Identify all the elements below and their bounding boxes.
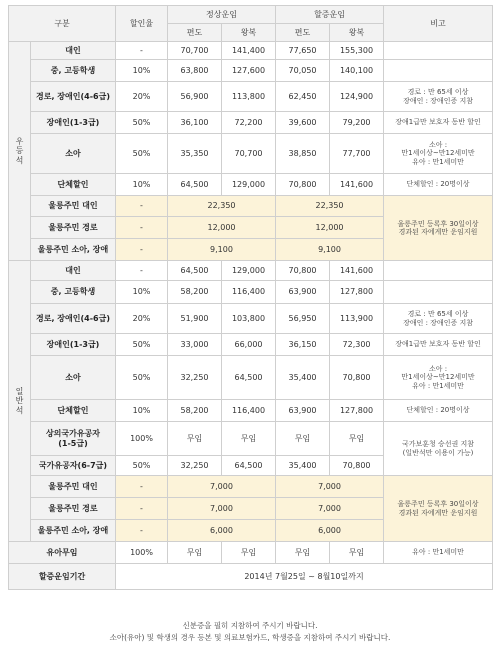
header-category: 구분 (9, 6, 116, 42)
fare-cell: 63,900 (276, 281, 330, 304)
fare-cell: 7,000 (168, 476, 276, 498)
fare-cell: 155,300 (330, 42, 384, 60)
fare-cell: 116,400 (222, 400, 276, 422)
row-rate: 10% (116, 60, 168, 82)
row-category: 중, 고등학생 (31, 281, 116, 304)
row-category: 경로, 장애인(4-6급) (31, 82, 116, 112)
fare-cell: 72,200 (222, 112, 276, 134)
fare-cell: 62,450 (276, 82, 330, 112)
fare-cell: 35,400 (276, 456, 330, 476)
fare-cell: 무임 (222, 422, 276, 456)
row-category: 경로, 장애인(4-6급) (31, 304, 116, 334)
row-category: 단체할인 (31, 174, 116, 196)
row-rate: 10% (116, 174, 168, 196)
fare-cell: 127,600 (222, 60, 276, 82)
header-normal-fare: 정상운임 (168, 6, 276, 24)
row-note: 유아 : 만1세미만 (384, 542, 493, 564)
row-category: 대인 (31, 42, 116, 60)
row-category: 울릉주민 대인 (31, 196, 116, 217)
row-rate: 20% (116, 304, 168, 334)
row-category: 단체할인 (31, 400, 116, 422)
footer-line: 소아(유아) 및 학생의 경우 등본 및 의료보험카드, 학생증을 지참하여 주시기 바랍니다. (109, 633, 391, 642)
footer-line: 신분증을 필히 지참하여 주시기 바랍니다. (182, 621, 318, 630)
table-row (9, 174, 493, 196)
row-category: 장애인(1-3급) (31, 112, 116, 134)
fare-cell: 79,200 (330, 112, 384, 134)
fare-cell: 116,400 (222, 281, 276, 304)
row-category: 유아무임 (9, 542, 116, 564)
header-surcharge-round-trip: 왕복 (330, 24, 384, 42)
table-row (9, 542, 493, 564)
footer-notes (0, 620, 500, 644)
row-category: 울릉주민 경로 (31, 217, 116, 239)
row-note: 장애1급만 보호자 동반 할인 (384, 334, 493, 356)
fare-cell: 33,000 (168, 334, 222, 356)
section-label-general: 일반석 (9, 261, 31, 542)
row-rate: 50% (116, 334, 168, 356)
table-row (9, 476, 493, 498)
fare-cell: 51,900 (168, 304, 222, 334)
header-remarks: 비고 (384, 6, 493, 42)
row-rate: 50% (116, 134, 168, 174)
fare-cell: 64,500 (168, 261, 222, 281)
table-row (9, 400, 493, 422)
fare-cell: 70,700 (222, 134, 276, 174)
row-category: 대인 (31, 261, 116, 281)
fare-cell: 70,800 (330, 456, 384, 476)
header-normal-round-trip: 왕복 (222, 24, 276, 42)
fare-cell: 77,700 (330, 134, 384, 174)
fare-cell: 113,900 (330, 304, 384, 334)
row-rate: 50% (116, 356, 168, 400)
row-category: 국가유공자(6-7급) (31, 456, 116, 476)
row-rate: 10% (116, 400, 168, 422)
row-rate: - (116, 476, 168, 498)
table-row (9, 564, 493, 590)
table-row (9, 196, 493, 217)
header-discount-rate: 할인율 (116, 6, 168, 42)
fare-cell: 35,400 (276, 356, 330, 400)
row-category: 울릉주민 경로 (31, 498, 116, 520)
fare-cell: 32,250 (168, 456, 222, 476)
header-normal-one-way: 편도 (168, 24, 222, 42)
row-rate: - (116, 239, 168, 261)
row-category: 울릉주민 소아, 장애 (31, 520, 116, 542)
row-note: 장애1급만 보호자 동반 할인 (384, 112, 493, 134)
fare-cell: 9,100 (276, 239, 384, 261)
fare-cell: 35,350 (168, 134, 222, 174)
fare-cell: 70,800 (276, 174, 330, 196)
row-note (384, 60, 493, 82)
fare-cell: 64,500 (222, 356, 276, 400)
row-category: 상의국가유공자 (1-5급) (31, 422, 116, 456)
row-rate: - (116, 498, 168, 520)
fare-cell: 124,900 (330, 82, 384, 112)
fare-cell: 무임 (168, 422, 222, 456)
fare-cell: 66,000 (222, 334, 276, 356)
fare-cell: 77,650 (276, 42, 330, 60)
table-row (9, 82, 493, 112)
fare-cell: 103,800 (222, 304, 276, 334)
table-row (9, 334, 493, 356)
row-category: 소아 (31, 356, 116, 400)
fare-cell: 56,950 (276, 304, 330, 334)
table-row (9, 422, 493, 456)
merit-note: 국가보훈청 승선권 지참 (일반석만 이용이 가능) (384, 422, 493, 476)
fare-cell: 129,000 (222, 174, 276, 196)
header-surcharge-fare: 할증운임 (276, 6, 384, 24)
fare-cell: 7,000 (168, 498, 276, 520)
row-rate: 50% (116, 456, 168, 476)
fare-cell: 70,800 (330, 356, 384, 400)
fare-cell: 9,100 (168, 239, 276, 261)
row-note: 소아 : 만1세이상~만12세미만 유아 : 만1세미만 (384, 356, 493, 400)
fare-cell: 무임 (330, 422, 384, 456)
fare-cell: 64,500 (222, 456, 276, 476)
fare-cell: 38,850 (276, 134, 330, 174)
row-rate: 20% (116, 82, 168, 112)
table-row (9, 60, 493, 82)
table-row (9, 261, 493, 281)
row-rate: - (116, 261, 168, 281)
row-rate: - (116, 42, 168, 60)
row-rate: 100% (116, 542, 168, 564)
fare-cell: 58,200 (168, 400, 222, 422)
table-row (9, 42, 493, 60)
fare-cell: 7,000 (276, 498, 384, 520)
fare-cell: 129,000 (222, 261, 276, 281)
table-row (9, 112, 493, 134)
local-resident-note: 울릉주민 등록후 30일이상 경과된 자에게만 운임지원 (384, 196, 493, 261)
fare-cell: 127,800 (330, 281, 384, 304)
fare-cell: 12,000 (168, 217, 276, 239)
fare-cell: 36,150 (276, 334, 330, 356)
fare-cell: 70,700 (168, 42, 222, 60)
fare-table (8, 5, 493, 590)
fare-cell: 70,800 (276, 261, 330, 281)
fare-cell: 6,000 (168, 520, 276, 542)
surcharge-period-value: 2014년 7월25일 ~ 8월10일까지 (116, 564, 493, 590)
fare-cell: 39,600 (276, 112, 330, 134)
fare-cell: 63,900 (276, 400, 330, 422)
fare-cell: 72,300 (330, 334, 384, 356)
row-note (384, 42, 493, 60)
row-note (384, 281, 493, 304)
row-rate: 100% (116, 422, 168, 456)
row-category: 울릉주민 대인 (31, 476, 116, 498)
table-row (9, 134, 493, 174)
fare-cell: 무임 (276, 422, 330, 456)
row-rate: - (116, 520, 168, 542)
row-note: 경로 : 만 65세 이상 장애인 : 장애인증 지참 (384, 304, 493, 334)
row-rate: - (116, 196, 168, 217)
fare-cell: 6,000 (276, 520, 384, 542)
surcharge-period-label: 할증운임기간 (9, 564, 116, 590)
fare-cell: 7,000 (276, 476, 384, 498)
section-label-premium: 우등석 (9, 42, 31, 261)
fare-cell: 141,600 (330, 261, 384, 281)
fare-cell: 무임 (330, 542, 384, 564)
local-resident-note: 울릉주민 등록후 30일이상 경과된 자에게만 운임지원 (384, 476, 493, 542)
row-category: 장애인(1-3급) (31, 334, 116, 356)
row-note: 경로 : 만 65세 이상 장애인 : 장애인증 지참 (384, 82, 493, 112)
fare-cell: 113,800 (222, 82, 276, 112)
fare-cell: 무임 (222, 542, 276, 564)
fare-cell: 58,200 (168, 281, 222, 304)
fare-cell: 70,050 (276, 60, 330, 82)
table-row (9, 356, 493, 400)
fare-cell: 141,400 (222, 42, 276, 60)
fare-cell: 22,350 (168, 196, 276, 217)
row-category: 소아 (31, 134, 116, 174)
fare-cell: 64,500 (168, 174, 222, 196)
fare-cell: 56,900 (168, 82, 222, 112)
row-category: 중, 고등학생 (31, 60, 116, 82)
fare-cell: 141,600 (330, 174, 384, 196)
fare-cell: 63,800 (168, 60, 222, 82)
fare-cell: 127,800 (330, 400, 384, 422)
fare-cell: 무임 (168, 542, 222, 564)
fare-cell: 32,250 (168, 356, 222, 400)
row-note (384, 261, 493, 281)
table-row (9, 281, 493, 304)
row-note: 단체할인 : 20명이상 (384, 174, 493, 196)
row-rate: 50% (116, 112, 168, 134)
fare-cell: 12,000 (276, 217, 384, 239)
fare-cell: 무임 (276, 542, 330, 564)
fare-cell: 140,100 (330, 60, 384, 82)
fare-cell: 22,350 (276, 196, 384, 217)
row-rate: - (116, 217, 168, 239)
row-category: 울릉주민 소아, 장애 (31, 239, 116, 261)
row-rate: 10% (116, 281, 168, 304)
fare-cell: 36,100 (168, 112, 222, 134)
row-note: 소아 : 만1세이상~만12세미만 유아 : 만1세미만 (384, 134, 493, 174)
table-row (9, 304, 493, 334)
header-surcharge-one-way: 편도 (276, 24, 330, 42)
row-note: 단체할인 : 20명이상 (384, 400, 493, 422)
